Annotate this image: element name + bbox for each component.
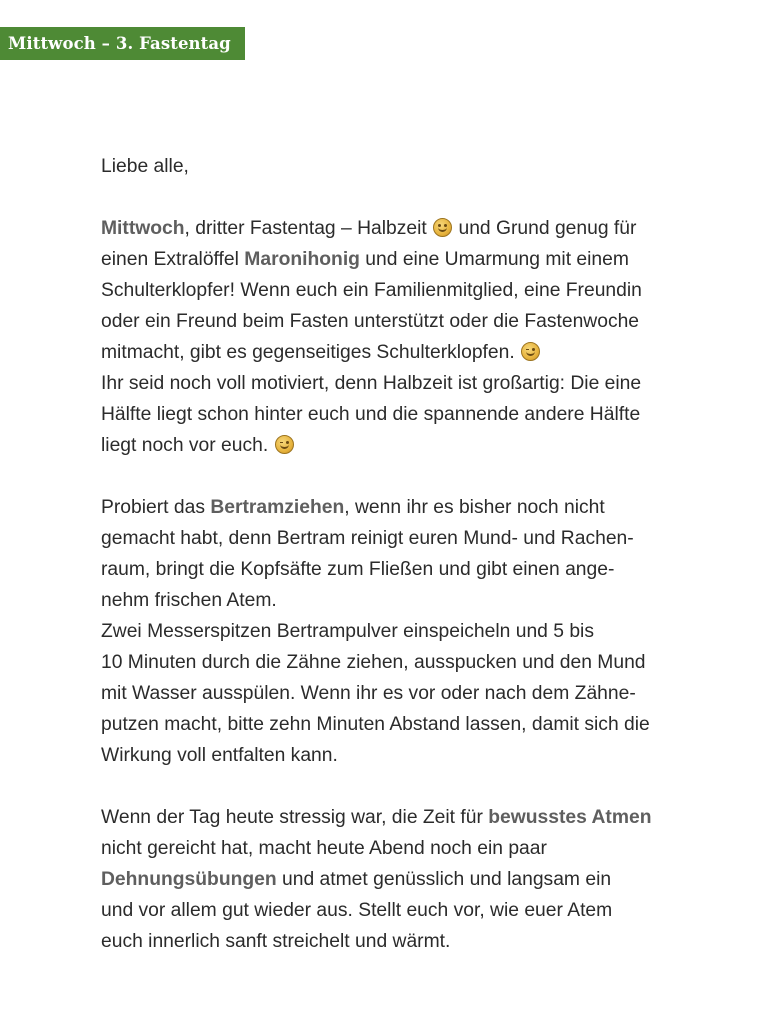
text-run: Wenn der Tag heute stressig war, die Zeit für: [101, 807, 489, 828]
greeting: [101, 151, 701, 182]
bold-term-bewusstes-atmen: bewusstes Atmen: [488, 807, 652, 828]
paragraph-3-line-4: und vor allem gut wieder aus. Stellt euch vor, wie euer Atem: [101, 900, 613, 921]
paragraph-2-line-4: nehm frischen Atem.: [101, 590, 277, 611]
paragraph-1: [101, 213, 701, 461]
paragraph-2-line-8: putzen macht, bitte zehn Minuten Abstand lassen, damit sich die: [101, 714, 650, 735]
text-run: und eine Umarmung mit einem: [359, 249, 629, 270]
paragraph-gap: [101, 461, 701, 492]
paragraph-2-line-7: mit Wasser ausspülen. Wenn ihr es vor oder nach dem Zähne-: [101, 683, 636, 704]
paragraph-gap: [101, 182, 701, 213]
text-run: mitmacht, gibt es gegenseitiges Schulterklopfen.: [101, 342, 521, 363]
paragraph-3-line-2: nicht gereicht hat, macht heute Abend noch ein paar: [101, 838, 547, 859]
paragraph-gap: [101, 771, 701, 802]
bold-term-bertramziehen: Bertramziehen: [210, 497, 345, 518]
text-run: liegt noch vor euch.: [101, 435, 274, 456]
text-run: , wenn ihr es bisher noch nicht: [344, 497, 605, 518]
paragraph-1-line-7: Hälfte liegt schon hinter euch und die spannende andere Hälfte: [101, 404, 641, 425]
paragraph-1-line-6: Ihr seid noch voll motiviert, denn Halbzeit ist großartig: Die eine: [101, 373, 642, 394]
paragraph-3-line-5: euch innerlich sanft streichelt und wärmt.: [101, 931, 451, 952]
paragraph-1-line-2: [101, 244, 701, 275]
paragraph-1-line-3: Schulterklopfer! Wenn euch ein Familienmitglied, eine Freundin: [101, 280, 642, 301]
paragraph-2-line-5: Zwei Messerspitzen Bertrampulver einspeicheln und 5 bis: [101, 621, 594, 642]
greeting-line: Liebe alle,: [101, 156, 189, 177]
text-run: und Grund genug für: [453, 218, 637, 239]
paragraph-3-line-1: [101, 802, 701, 833]
paragraph-1-line-8: [101, 430, 701, 461]
smiley-icon: [433, 218, 452, 237]
text-run: einen Extralöffel: [101, 249, 245, 270]
text-run: Probiert das: [101, 497, 211, 518]
paragraph-1-line-5: [101, 337, 701, 368]
paragraph-2-line-3: raum, bringt die Kopfsäfte zum Fließen und gibt einen ange-: [101, 559, 615, 580]
paragraph-2-line-1: [101, 492, 701, 523]
chapter-tab: Mittwoch – 3. Fastentag: [0, 27, 245, 60]
paragraph-2-line-6: 10 Minuten durch die Zähne ziehen, ausspucken und den Mund: [101, 652, 646, 673]
wink-icon: [275, 435, 294, 454]
paragraph-3: [101, 802, 701, 957]
paragraph-1-line-1: [101, 213, 701, 244]
paragraph-2: [101, 492, 701, 771]
paragraph-3-line-3: [101, 864, 701, 895]
paragraph-2-line-2: gemacht habt, denn Bertram reinigt euren Mund- und Rachen-: [101, 528, 634, 549]
paragraph-2-line-9: Wirkung voll entfalten kann.: [101, 745, 338, 766]
bold-term-maronihonig: Maronihonig: [244, 249, 360, 270]
bold-term-mittwoch: Mittwoch: [101, 218, 185, 239]
letter-body: [101, 151, 701, 957]
text-run: und atmet genüsslich und langsam ein: [276, 869, 612, 890]
text-run: , dritter Fastentag – Halbzeit: [184, 218, 433, 239]
bold-term-dehnungsuebungen: Dehnungsübungen: [101, 869, 277, 890]
paragraph-1-line-4: oder ein Freund beim Fasten unterstützt oder die Fastenwoche: [101, 311, 640, 332]
wink-icon: [521, 342, 540, 361]
